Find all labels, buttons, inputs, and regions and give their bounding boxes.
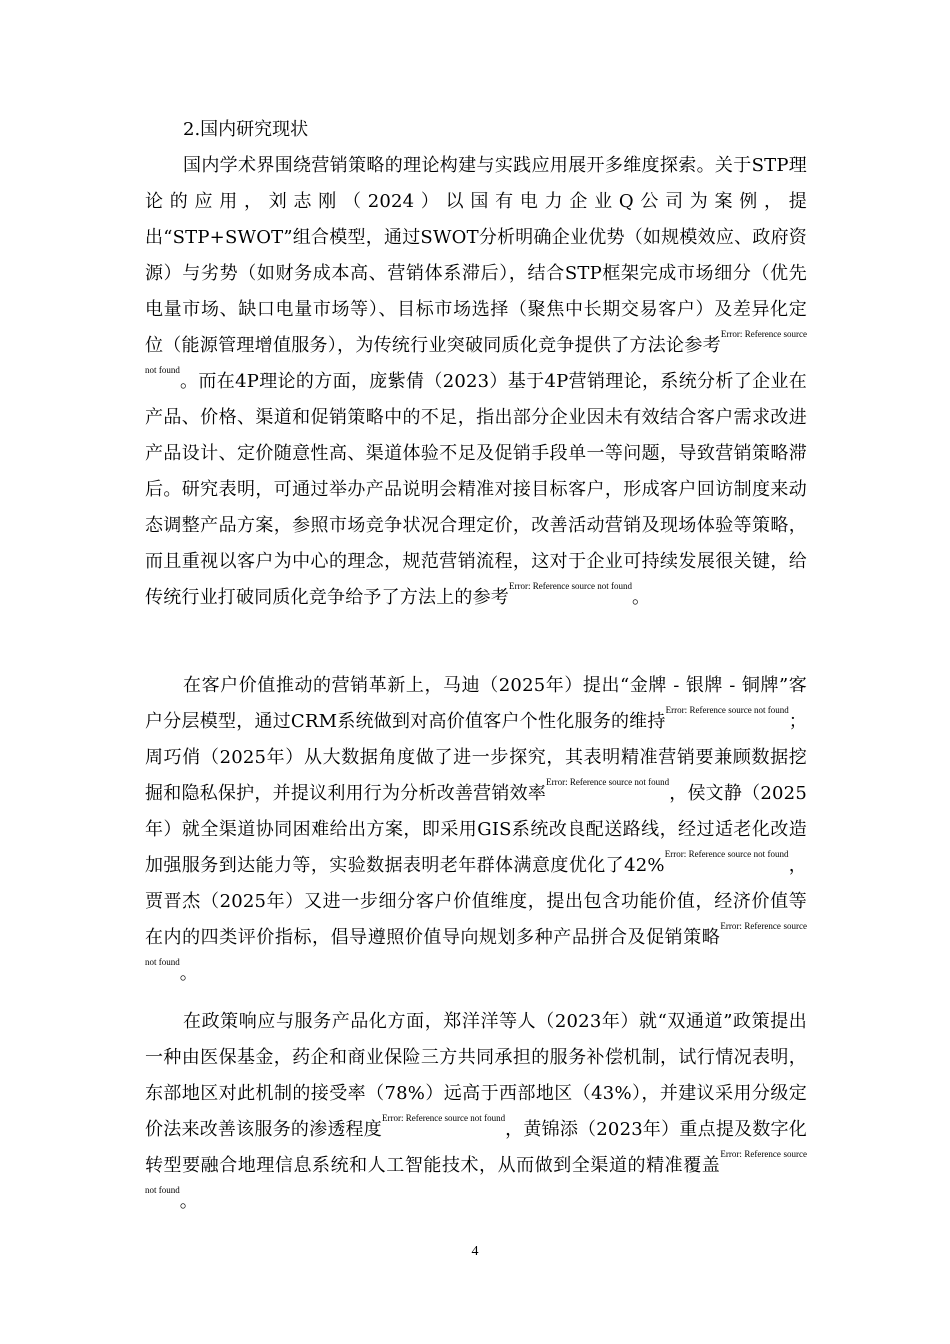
- text-run: 。而在4P理论的方面，庞紫倩（2023）基于4P营销理论，系统分析了企业在产品、价格、渠道和促销策略中的不足，指出部分企业因未有效结合客户需求改进产品设计、定价随意性高、渠道体验不足及促销手段单一等问题，导致营销策略滞后。研究表明，可通过举办产品说明会精准对接目标客户，形成客户回访制度来动态调整产品方案，参照市场竞争状况合理定价，改善活动营销及现场体验等策略，而且重视以客户为中心的理念，规范营销流程，这对于企业可持续发展很关键，给传统行业打破同质化竞争给予了方法上的参考: [145, 371, 807, 608]
- paragraph-3: [145, 1004, 807, 1220]
- text-run: ；周巧俏（2025年）从大数据角度做了进一步探究，其表明精准营销要兼顾数据挖掘和隐私保护，并提议利用行为分析改善营销效率: [145, 711, 807, 804]
- text-run: ，贾晋杰（2025年）又进一步细分客户价值维度，提出包含功能价值，经济价值等在内的四类评价指标，倡导遵照价值导向规划多种产品拼合及促销策略: [145, 855, 807, 948]
- text-run: 。: [631, 587, 651, 608]
- reference-error: Error: Reference source not found: [145, 1149, 807, 1195]
- paragraph-1: [145, 148, 807, 616]
- reference-error: Error: Reference source not found: [145, 329, 807, 375]
- section-heading: 2.国内研究现状: [183, 119, 309, 140]
- page-number: 4: [471, 1244, 479, 1259]
- reference-error: Error: Reference source not found: [664, 849, 789, 859]
- reference-error: Error: Reference source not found: [546, 777, 670, 787]
- text-run: 国内学术界围绕营销策略的理论构建与实践应用展开多维度探索。关于STP理论的应用，刘志刚（2024）以国有电力企业Q公司为案例，提出“STP+SWOT”组合模型，通过SWOT分析明确企业优势（如规模效应、政府资源）与劣势（如财务成本高、营销体系滞后），结合STP框架完成市场细分（优先电量市场、缺口电量市场等）、目标市场选择（聚焦中长期交易客户）及差异化定位（能源管理增值服务），为传统行业突破同质化竞争提供了方法论参考: [145, 155, 807, 356]
- reference-error: Error: Reference source not found: [145, 921, 807, 967]
- reference-error: Error: Reference source not found: [665, 705, 789, 715]
- reference-error: Error: Reference source not found: [509, 581, 632, 591]
- text-run: 在客户价值推动的营销革新上，马迪（2025年）提出“金牌 - 银牌 - 铜牌”客户分层模型，通过CRM系统做到对高价值客户个性化服务的维持: [145, 675, 807, 732]
- text-run: 。: [179, 963, 198, 984]
- text-run: 。: [179, 1191, 198, 1212]
- text-run: ，侯文静（2025年）就全渠道协同困难给出方案，即采用GIS系统改良配送路线，经过适老化改造加强服务到达能力等，实验数据表明老年群体满意度优化了42%: [145, 783, 807, 876]
- text-run: 在政策响应与服务产品化方面，郑洋洋等人（2023年）就“双通道”政策提出一种由医保基金，药企和商业保险三方共同承担的服务补偿机制，试行情况表明，东部地区对此机制的接受率（78%）远高于西部地区（43%），并建议采用分级定价法来改善该服务的渗透程度: [145, 1011, 807, 1140]
- reference-error: Error: Reference source not found: [382, 1113, 506, 1123]
- text-run: ，黄锦添（2023年）重点提及数字化转型要融合地理信息系统和人工智能技术，从而做到全渠道的精准覆盖: [145, 1119, 807, 1176]
- paragraph-2: [145, 668, 807, 992]
